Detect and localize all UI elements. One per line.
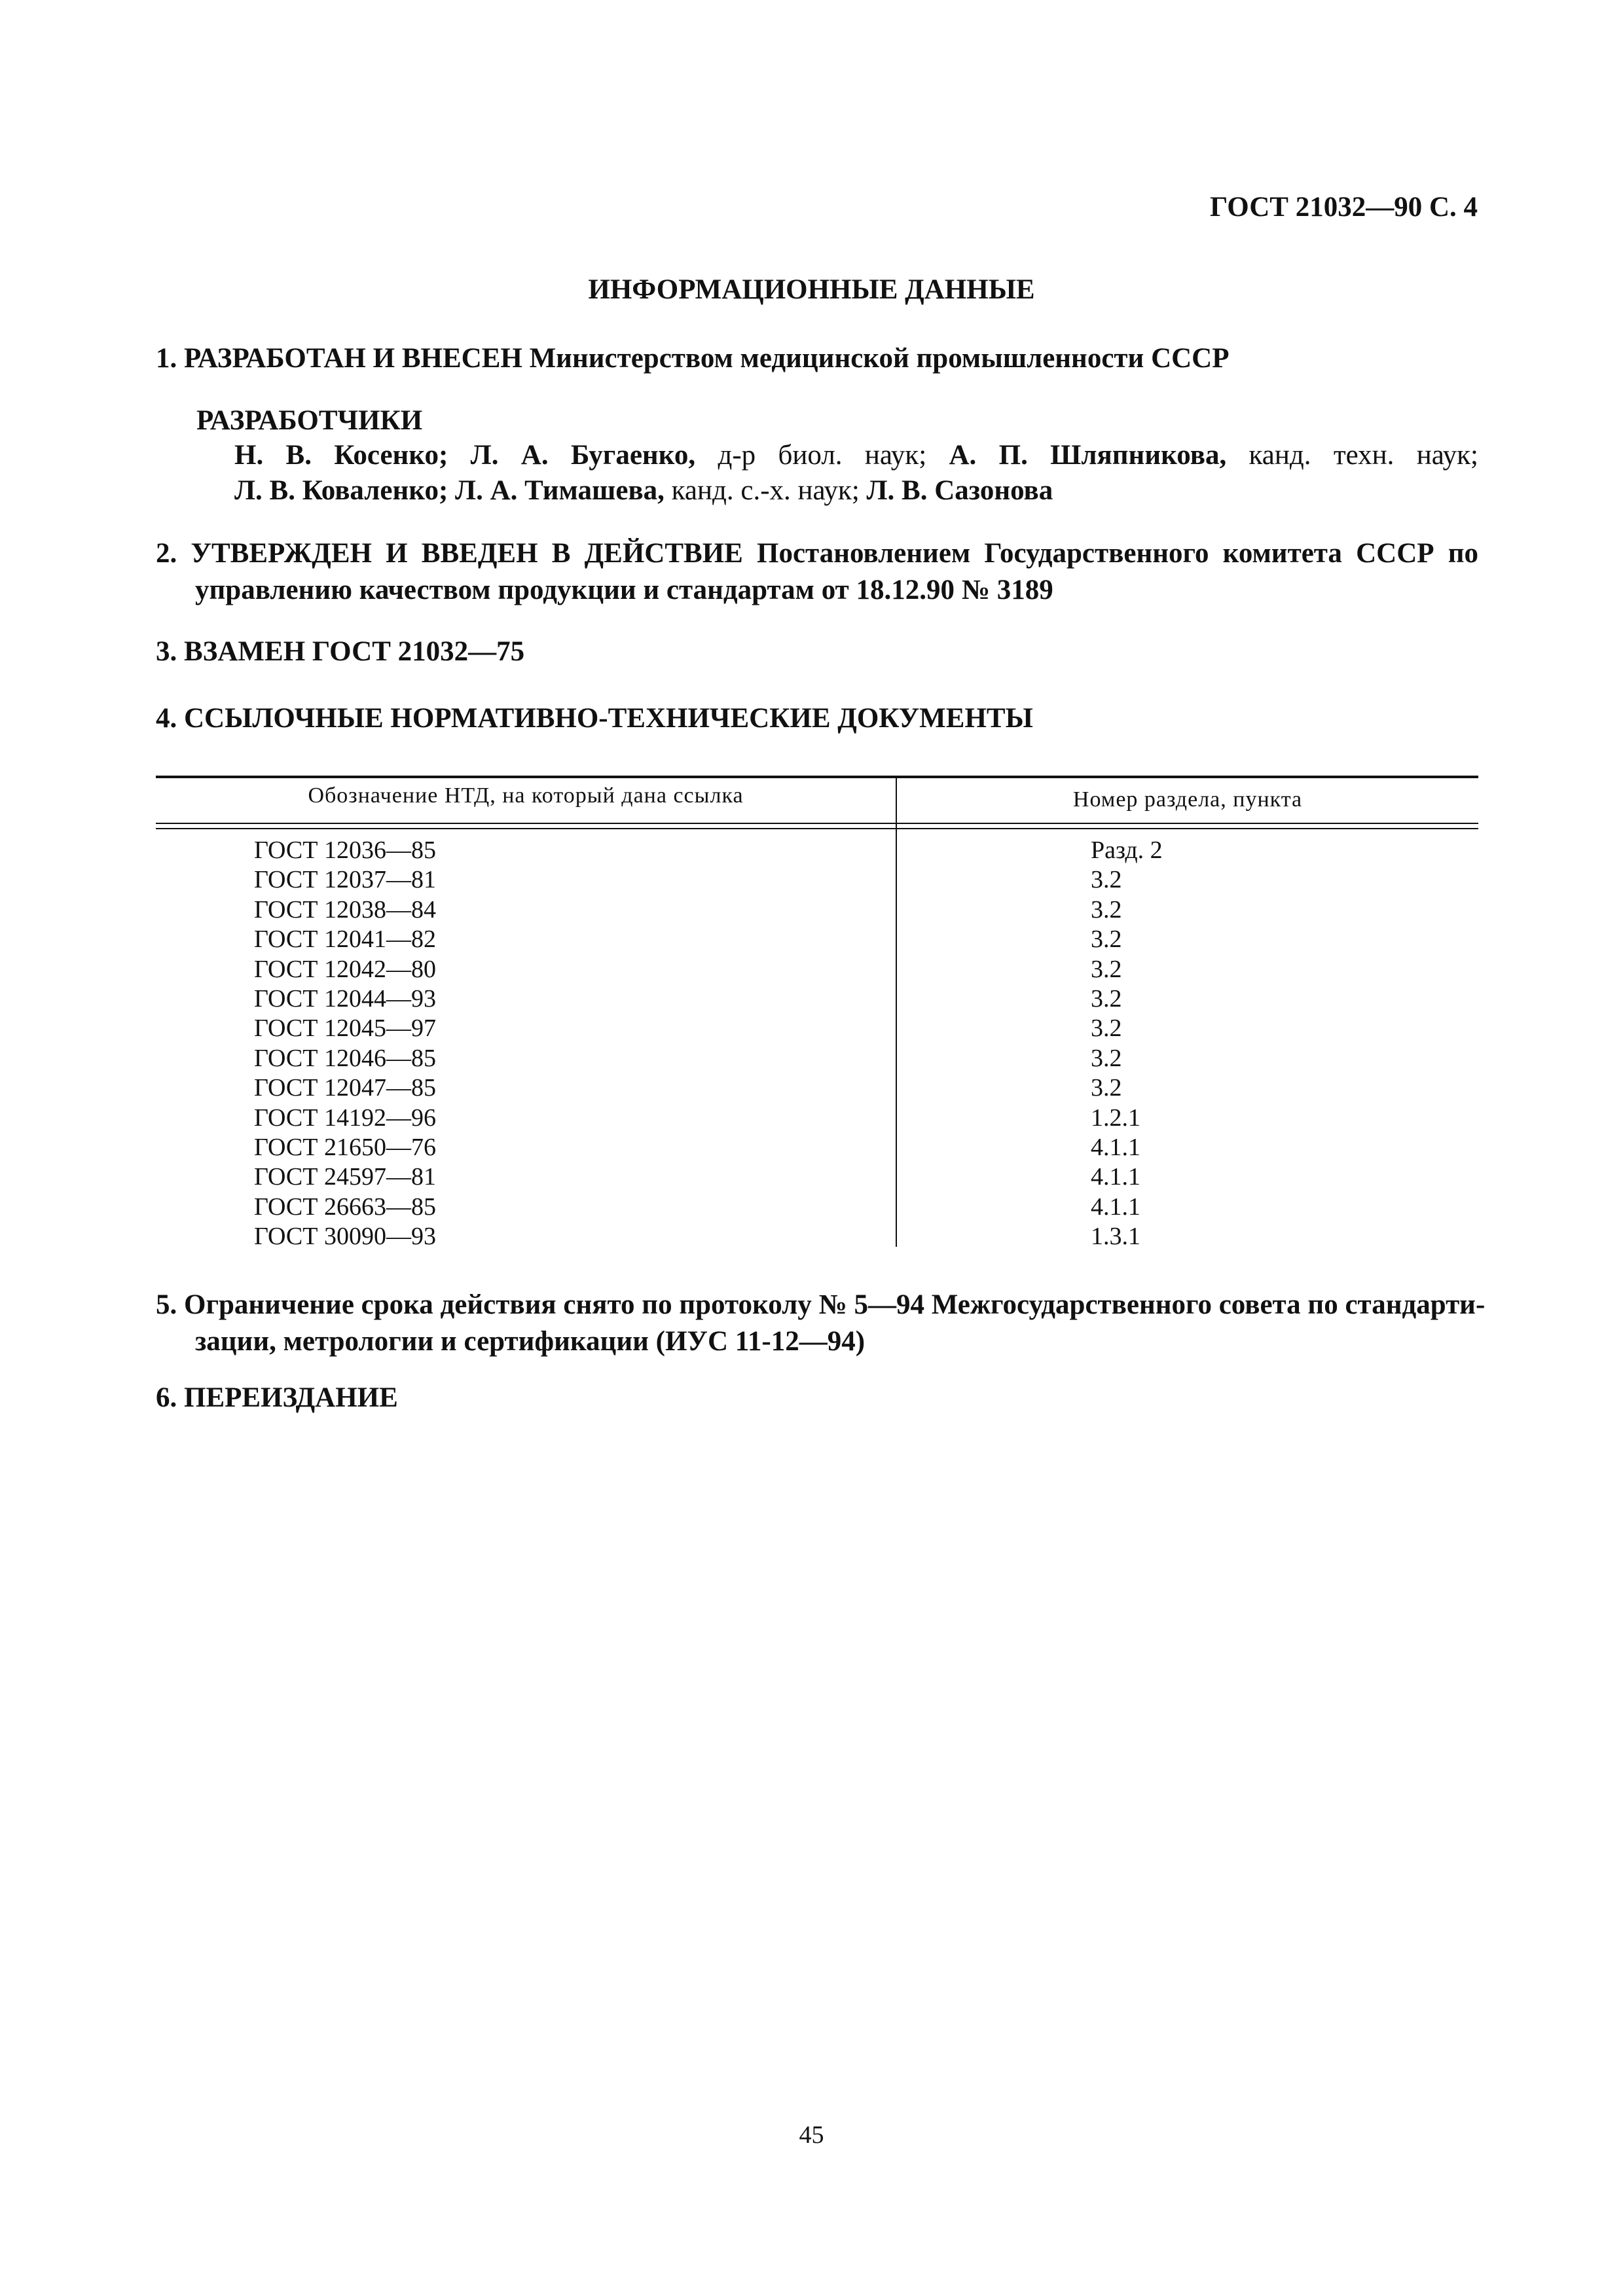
table-cell-section: Разд. 2 bbox=[1091, 836, 1163, 864]
page-header-reference: ГОСТ 21032—90 С. 4 bbox=[1209, 192, 1478, 223]
section-1-label: 1. РАЗРАБОТАН И ВНЕСЕН bbox=[156, 343, 530, 374]
table-top-rule bbox=[156, 776, 1478, 778]
table-cell-designation: ГОСТ 12041—82 bbox=[254, 925, 436, 954]
section-5 bbox=[156, 1287, 1486, 1360]
table-body bbox=[156, 836, 1478, 1251]
table-row bbox=[156, 1133, 1478, 1162]
table-cell-designation: ГОСТ 24597—81 bbox=[254, 1163, 436, 1191]
table-cell-designation: ГОСТ 12046—85 bbox=[254, 1044, 436, 1072]
developer-text: А. П. Шляпникова, bbox=[949, 440, 1249, 471]
developer-text: Н. В. Косенко; Л. А. Бугаенко, bbox=[234, 440, 718, 471]
table-row bbox=[156, 836, 1478, 865]
table-cell-section: 1.3.1 bbox=[1091, 1223, 1140, 1251]
table-cell-designation: ГОСТ 14192—96 bbox=[254, 1103, 436, 1132]
table-cell-designation: ГОСТ 12037—81 bbox=[254, 866, 436, 894]
reference-table bbox=[156, 776, 1478, 1251]
page-title: ИНФОРМАЦИОННЫЕ ДАННЫЕ bbox=[588, 274, 1035, 305]
table-cell-designation: ГОСТ 12042—80 bbox=[254, 955, 436, 983]
table-cell-designation: ГОСТ 21650—76 bbox=[254, 1133, 436, 1161]
section-4: 4. ССЫЛОЧНЫЕ НОРМАТИВНО-ТЕХНИЧЕСКИЕ ДОКУМЕНТЫ bbox=[156, 703, 1033, 734]
table-row bbox=[156, 1044, 1478, 1073]
table-cell-section: 1.2.1 bbox=[1091, 1103, 1140, 1132]
developers-line-1 bbox=[234, 437, 1478, 474]
developer-text: д-р биол. наук; bbox=[718, 440, 949, 471]
table-cell-section: 3.2 bbox=[1091, 984, 1122, 1013]
section-1-text: Министерством медицинской промышленности СССР bbox=[529, 343, 1230, 374]
section-2 bbox=[156, 535, 1478, 609]
table-row bbox=[156, 925, 1478, 954]
table-row bbox=[156, 955, 1478, 984]
table-cell-designation: ГОСТ 12036—85 bbox=[254, 836, 436, 864]
section-5-line-2: зации, метрологии и сертификации (ИУС 11-12—94) bbox=[195, 1326, 866, 1357]
developer-text: Л. В. Сазонова bbox=[866, 475, 1053, 506]
table-cell-designation: ГОСТ 12044—93 bbox=[254, 984, 436, 1013]
section-2-line-1: 2. УТВЕРЖДЕН И ВВЕДЕН В ДЕЙСТВИЕ Постановлением Государственного комитета СССР по bbox=[156, 538, 1478, 569]
table-cell-designation: ГОСТ 12045—97 bbox=[254, 1014, 436, 1043]
table-header-section-number: Номер раздела, пункта bbox=[1072, 787, 1303, 812]
table-cell-section: 3.2 bbox=[1091, 895, 1122, 924]
table-cell-designation: ГОСТ 30090—93 bbox=[254, 1223, 436, 1251]
table-cell-designation: ГОСТ 12047—85 bbox=[254, 1074, 436, 1102]
section-6: 6. ПЕРЕИЗДАНИЕ bbox=[156, 1382, 398, 1413]
table-header-rule bbox=[156, 823, 1478, 824]
table-row bbox=[156, 1014, 1478, 1043]
section-1 bbox=[156, 340, 1478, 377]
table-row bbox=[156, 1193, 1478, 1222]
table-cell-section: 4.1.1 bbox=[1091, 1163, 1140, 1191]
table-cell-designation: ГОСТ 12038—84 bbox=[254, 895, 436, 924]
section-2-line-2: управлению качеством продукции и стандартам от 18.12.90 № 3189 bbox=[195, 575, 1053, 605]
table-cell-section: 3.2 bbox=[1091, 1014, 1122, 1043]
table-cell-section: 4.1.1 bbox=[1091, 1193, 1140, 1221]
table-row bbox=[156, 1103, 1478, 1133]
table-row bbox=[156, 1222, 1478, 1251]
table-row bbox=[156, 984, 1478, 1014]
table-cell-section: 3.2 bbox=[1091, 955, 1122, 983]
section-3: 3. ВЗАМЕН ГОСТ 21032—75 bbox=[156, 636, 525, 667]
developer-text: канд. техн. наук; bbox=[1249, 440, 1479, 471]
table-row bbox=[156, 1073, 1478, 1103]
table-header-rule bbox=[156, 828, 1478, 829]
table-cell-designation: ГОСТ 26663—85 bbox=[254, 1193, 436, 1221]
table-cell-section: 4.1.1 bbox=[1091, 1133, 1140, 1161]
developers-line-2 bbox=[234, 473, 1053, 509]
page-number: 45 bbox=[799, 2121, 824, 2149]
table-cell-section: 3.2 bbox=[1091, 866, 1122, 894]
table-row bbox=[156, 895, 1478, 925]
table-cell-section: 3.2 bbox=[1091, 1074, 1122, 1102]
developer-text: Л. В. Коваленко; Л. А. Тимашева, bbox=[234, 475, 672, 506]
table-cell-section: 3.2 bbox=[1091, 925, 1122, 954]
developer-text: канд. с.-х. наук; bbox=[671, 475, 867, 506]
section-5-line-1: 5. Ограничение срока действия снято по протоколу № 5—94 Межгосударственного совета по стандарти- bbox=[156, 1289, 1486, 1320]
table-row bbox=[156, 1162, 1478, 1192]
developers-heading: РАЗРАБОТЧИКИ bbox=[196, 405, 423, 436]
table-header-designation: Обозначение НТД, на который дана ссылка bbox=[308, 783, 744, 808]
table-row bbox=[156, 865, 1478, 895]
table-cell-section: 3.2 bbox=[1091, 1044, 1122, 1072]
